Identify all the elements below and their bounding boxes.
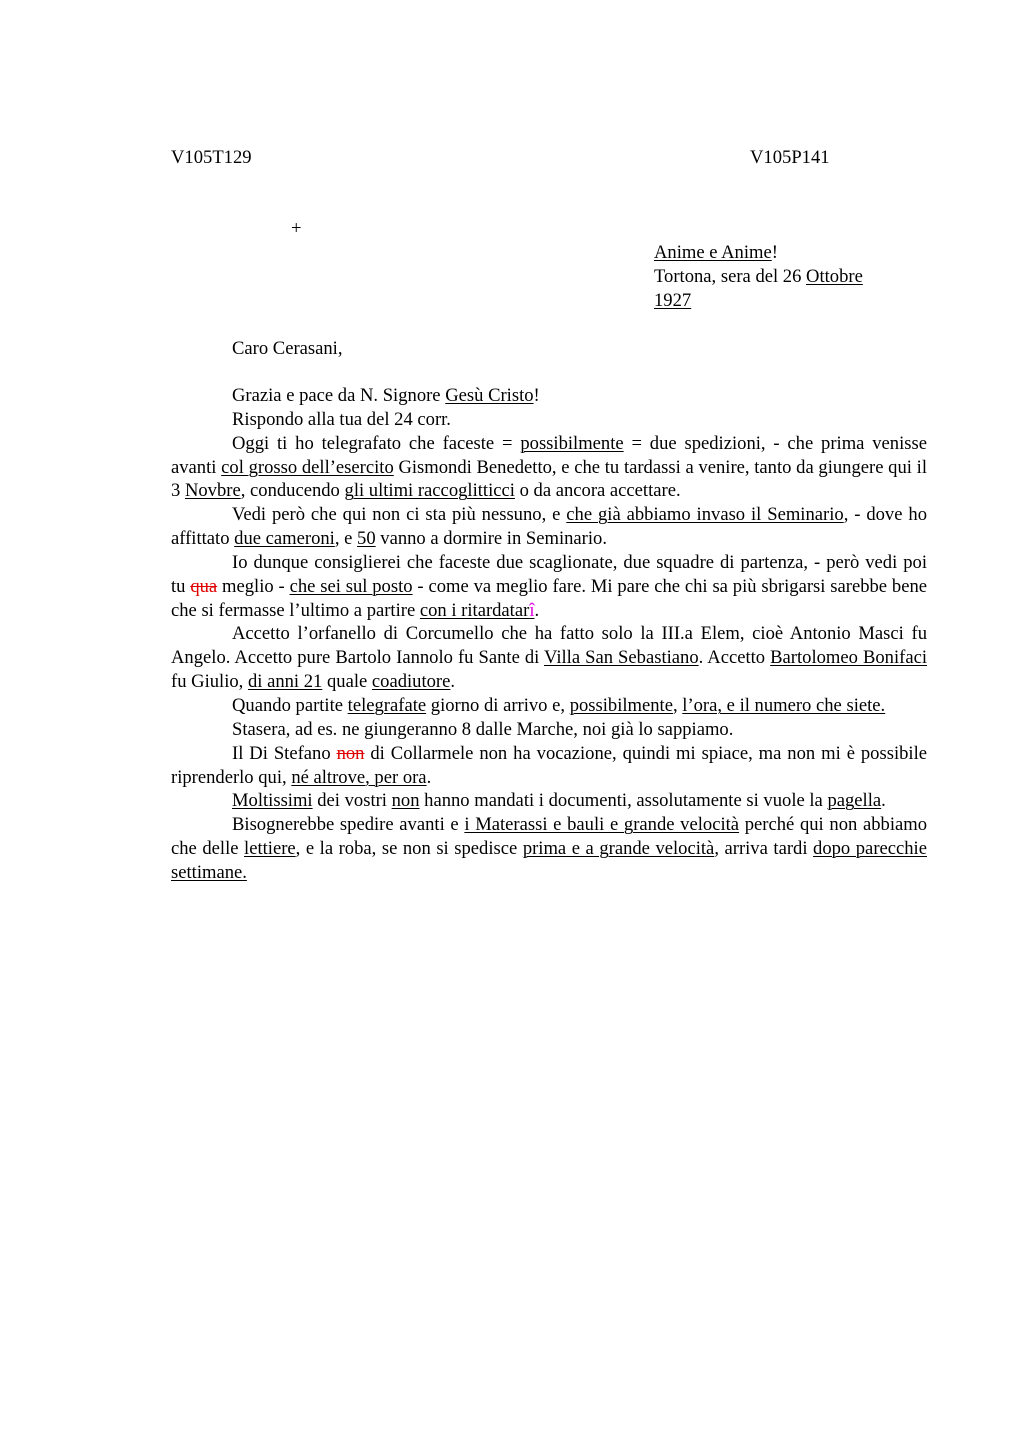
- salutation: Caro Cerasani,: [232, 338, 343, 359]
- place-date-line: Tortona, sera del 26 Ottobre: [654, 266, 863, 287]
- letter-body: [171, 384, 927, 885]
- paragraph-seminary: Vedi però che qui non ci sta più nessuno, e che già abbiamo invaso il Seminario, - dove ho affittato due cameroni, e 50 vanno a dormire in Seminario.: [171, 504, 927, 550]
- paragraph-departure: Quando partite telegrafate giorno di arrivo e, possibilmente, l’ora, e il numero che siete.: [232, 694, 886, 716]
- paragraph-greeting: Grazia e pace da N. Signore Gesù Cristo!: [232, 385, 540, 406]
- paragraph-distefano: Il Di Stefano non di Collarmele non ha vocazione, quindi mi spiace, ma non mi è possibile riprenderlo qui, né altrove, per ora.: [171, 742, 927, 788]
- dateline: [654, 241, 863, 313]
- inserted-char: î: [529, 599, 535, 621]
- paragraph-telegram: Oggi ti ho telegrafato che faceste = possibilmente = due spedizioni, - che prima venisse avanti col grosso dell’esercito Gismondi Benedetto, e che tu tardassi a venire, tanto da giungere qui il 3 Novbre, conducendo gli ultimi raccoglitticci o da ancora accettare.: [171, 432, 927, 502]
- paragraph-arrivals: Stasera, ad es. ne giungeranno 8 dalle Marche, noi già lo sappiamo.: [232, 718, 734, 740]
- year-line: 1927: [654, 290, 692, 311]
- paragraph-documents: Moltissimi dei vostri non hanno mandati i documenti, assolutamente si vuole la pagella.: [232, 790, 886, 812]
- paragraph-shipping: Bisognerebbe spedire avanti e i Materassi e bauli e grande velocità perché qui non abbiamo che delle lettiere, e la roba, se non si spedisce prima e a grande velocità, arriva tardi dopo parecchie settimane.: [171, 814, 927, 883]
- motto-line: Anime e Anime!: [654, 242, 778, 263]
- deleted-word: qua: [190, 575, 218, 597]
- paragraph-accept: Accetto l’orfanello di Corcumello che ha fatto solo la III.a Elem, cioè Antonio Masci fu Angelo. Accetto pure Bartolo Iannolo fu Sante di Villa San Sebastiano. Accetto Bartolomeo Bonifaci fu Giulio, di anni 21 quale coadiutore.: [171, 623, 927, 693]
- document-code-right: V105P141: [750, 147, 830, 168]
- paragraph-squads: Io dunque consiglierei che faceste due scaglionate, due squadre di partenza, - però vedi poi tu qua meglio - che sei sul posto - come va meglio fare. Mi pare che chi sa più sbrigarsi sarebbe bene che si fermasse l’ultimo a partire con i ritardatarî.: [171, 551, 927, 621]
- cross-mark: +: [291, 218, 302, 239]
- document-code-left: V105T129: [171, 147, 252, 168]
- paragraph-reply: Rispondo alla tua del 24 corr.: [232, 408, 451, 430]
- deleted-word: non: [336, 742, 365, 764]
